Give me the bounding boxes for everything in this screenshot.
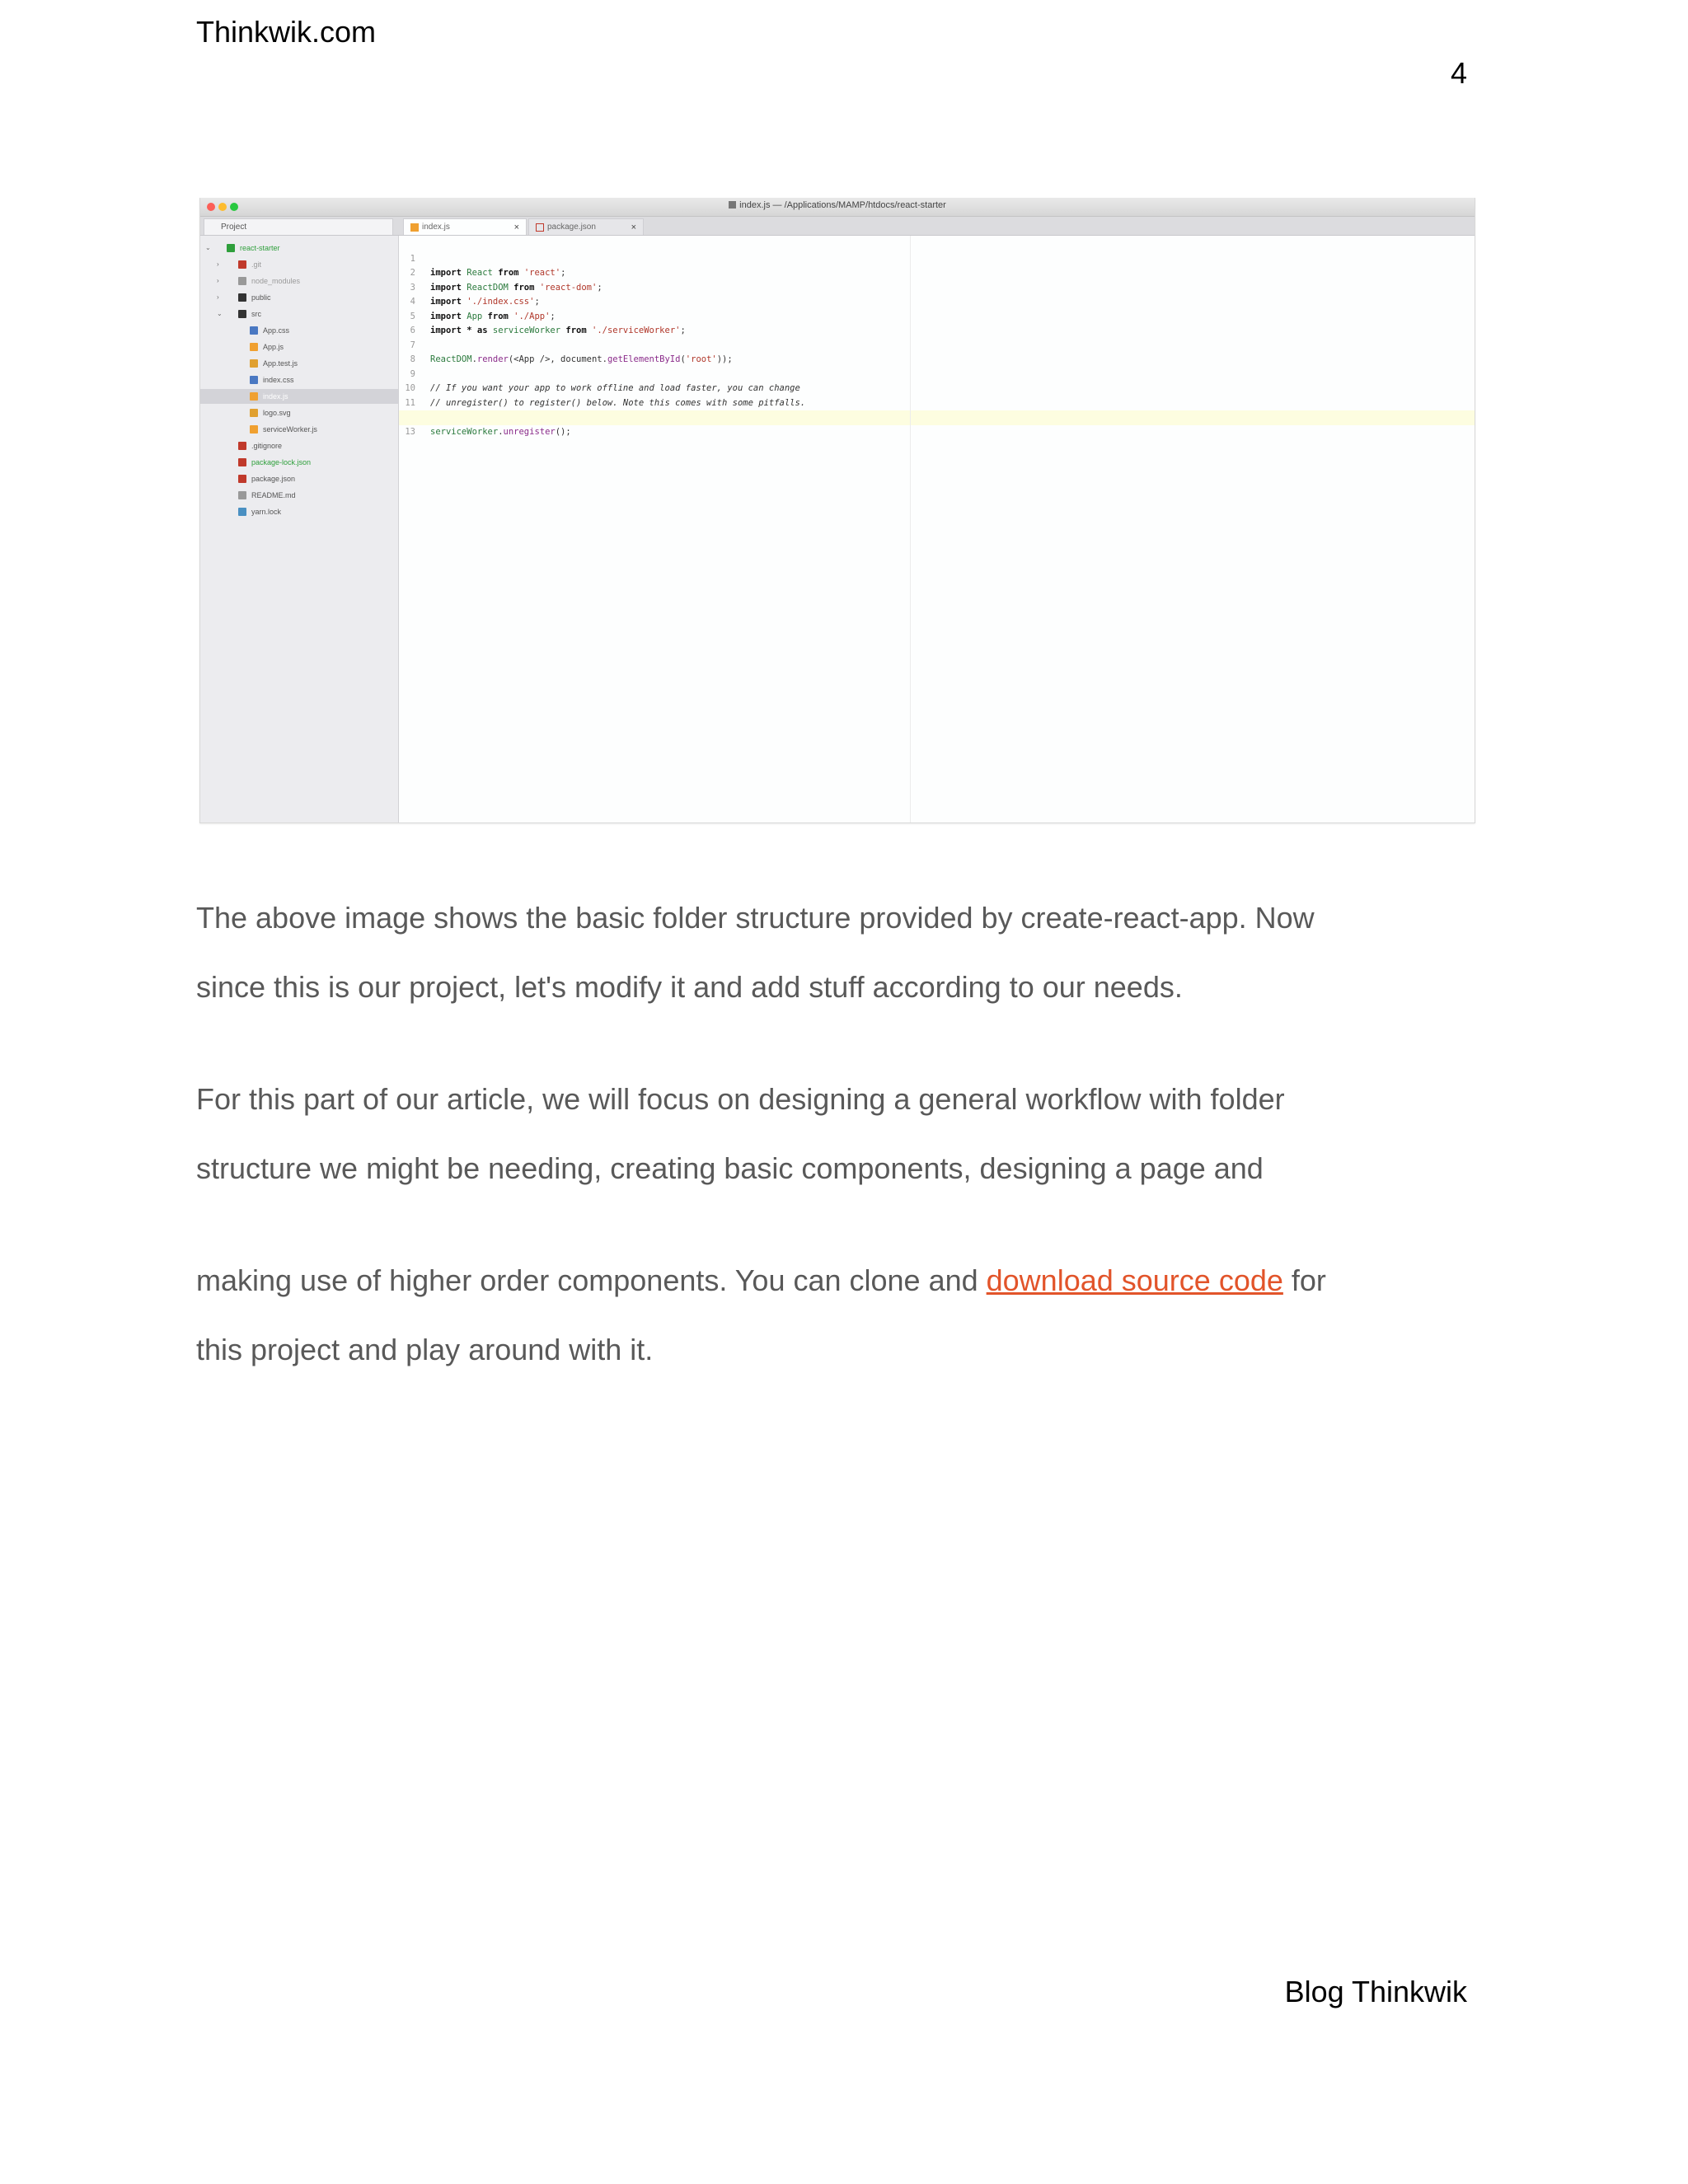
folder-icon [227, 244, 235, 252]
tree-item-git[interactable] [200, 257, 398, 272]
file-icon [250, 376, 258, 384]
paragraph-line: For this part of our article, we will focus on designing a general workflow with folder [196, 1082, 1285, 1116]
file-icon [250, 359, 258, 368]
chevron-right-icon[interactable]: › [217, 277, 219, 284]
tree-item-node-modules[interactable] [200, 274, 398, 288]
folder-icon [238, 293, 246, 302]
tab-index-js [403, 218, 527, 235]
tree-item-label: index.js [263, 392, 288, 401]
tree-item-label: react-starter [240, 244, 280, 252]
line-number: 13 [405, 426, 415, 437]
code-editor [399, 236, 1475, 823]
code-text: import App from './App'; [430, 311, 556, 321]
line-number: 8 [410, 354, 415, 364]
window-titlebar [200, 198, 1475, 217]
file-icon [238, 458, 246, 466]
file-icon [238, 442, 246, 450]
code-text: import React from 'react'; [430, 268, 566, 278]
json-file-icon [536, 223, 544, 232]
line-number: 11 [405, 397, 415, 408]
code-line [399, 324, 1475, 364]
tree-item-app-js[interactable] [200, 340, 398, 354]
editor-screenshot [199, 198, 1475, 823]
tree-item-label: index.css [263, 376, 294, 384]
tree-item-logo-svg[interactable] [200, 405, 398, 420]
header-site-name: Thinkwik.com [196, 15, 377, 49]
window-title-text: index.js — /Applications/MAMP/htdocs/react-starter [739, 200, 946, 210]
folder-icon [238, 277, 246, 285]
paragraph-text: making use of higher order components. You can clone and [196, 1263, 987, 1297]
tree-item-label: logo.svg [263, 409, 291, 417]
tree-item-index-css[interactable] [200, 373, 398, 387]
paragraph-1 [196, 883, 1482, 1022]
project-tree [200, 236, 399, 823]
file-icon [250, 409, 258, 417]
tree-item-package-lock-json[interactable] [200, 455, 398, 470]
paragraph-line: since this is our project, let's modify it and add stuff according to our needs. [196, 970, 1183, 1004]
tree-item-label: App.js [263, 343, 284, 351]
wrap-guide [910, 236, 911, 823]
file-icon [238, 475, 246, 483]
line-number: 4 [410, 297, 415, 307]
folder-icon [238, 310, 246, 318]
code-text: import * as serviceWorker from './serviceWorker'; [430, 326, 686, 335]
file-icon [250, 326, 258, 335]
file-icon [250, 392, 258, 401]
tree-item-label: src [251, 310, 261, 318]
chevron-right-icon[interactable]: › [217, 260, 219, 268]
page-number: 4 [1450, 56, 1467, 90]
chevron-right-icon[interactable]: › [217, 293, 219, 301]
paragraph-3 [196, 1246, 1482, 1385]
tree-item-label: README.md [251, 491, 296, 499]
tab-package-json [528, 218, 644, 235]
tree-item-yarn-lock[interactable] [200, 504, 398, 519]
folder-icon [238, 260, 246, 269]
chevron-down-icon[interactable]: ⌄ [217, 310, 223, 317]
paragraph-text: for [1282, 1263, 1326, 1297]
line-number: 1 [410, 253, 415, 264]
tree-item-app-css[interactable] [200, 323, 398, 338]
js-file-icon [410, 223, 419, 232]
tree-item-label: public [251, 293, 271, 302]
tree-item-label: .git [251, 260, 262, 269]
paragraph-line: this project and play around with it. [196, 1333, 654, 1366]
line-number: 9 [410, 368, 415, 379]
code-text: serviceWorker.unregister(); [430, 426, 571, 437]
tree-item-label: yarn.lock [251, 508, 282, 516]
tree-item-label: package-lock.json [251, 458, 312, 466]
tab-label: index.js [422, 223, 450, 232]
footer-blog-name: Blog Thinkwik [1284, 1975, 1467, 2008]
tree-item-react-starter[interactable] [200, 241, 398, 255]
line-number: 2 [410, 268, 415, 278]
tab-project: Project [204, 218, 393, 235]
file-icon [238, 491, 246, 499]
tab-bar [200, 217, 1475, 236]
tree-item-index-js[interactable] [200, 389, 398, 404]
window-title [200, 200, 1475, 210]
tree-item-public[interactable] [200, 290, 398, 305]
code-text: import ReactDOM from 'react-dom'; [430, 282, 603, 293]
code-line [399, 237, 1475, 278]
line-number: 10 [405, 383, 415, 393]
file-icon [250, 343, 258, 351]
tab-label: package.json [547, 223, 596, 232]
tree-item-app-test-js[interactable] [200, 356, 398, 371]
close-icon: × [513, 223, 519, 232]
line-number: 5 [410, 311, 415, 321]
tree-item-label: serviceWorker.js [263, 425, 317, 434]
paragraph-line: The above image shows the basic folder structure provided by create-react-app. Now [196, 901, 1315, 935]
line-number: 6 [410, 326, 415, 335]
code-text: ReactDOM.render(<App />, document.getElementById('root')); [430, 354, 733, 364]
tree-item-label: node_modules [251, 277, 301, 285]
paragraph-line: structure we might be needing, creating basic components, designing a page and [196, 1151, 1264, 1185]
tree-item-label: package.json [251, 475, 296, 483]
tree-item-label: App.test.js [263, 359, 298, 368]
tree-item-label: App.css [263, 326, 290, 335]
download-source-code-link[interactable]: download source code [986, 1263, 1283, 1297]
code-comment: // unregister() to register() below. Note this comes with some pitfalls. [430, 397, 806, 408]
file-icon [238, 508, 246, 516]
tree-item-label: .gitignore [251, 442, 283, 450]
tree-item-service-worker-js[interactable] [200, 422, 398, 437]
paragraph-line [196, 1246, 1482, 1315]
line-number: 3 [410, 282, 415, 293]
tree-item-src[interactable] [200, 307, 398, 321]
file-icon [729, 201, 736, 209]
tree-item-package-json[interactable] [200, 471, 398, 486]
code-text: import './index.css'; [430, 297, 540, 307]
code-comment: // If you want your app to work offline and load faster, you can change [430, 383, 800, 393]
tree-item-readme-md[interactable] [200, 488, 398, 503]
tree-item-gitignore[interactable] [200, 438, 398, 453]
line-number: 7 [410, 340, 415, 350]
close-icon: × [631, 223, 636, 232]
file-icon [250, 425, 258, 434]
chevron-down-icon[interactable]: ⌄ [205, 244, 211, 251]
paragraph-2 [196, 1065, 1482, 1203]
